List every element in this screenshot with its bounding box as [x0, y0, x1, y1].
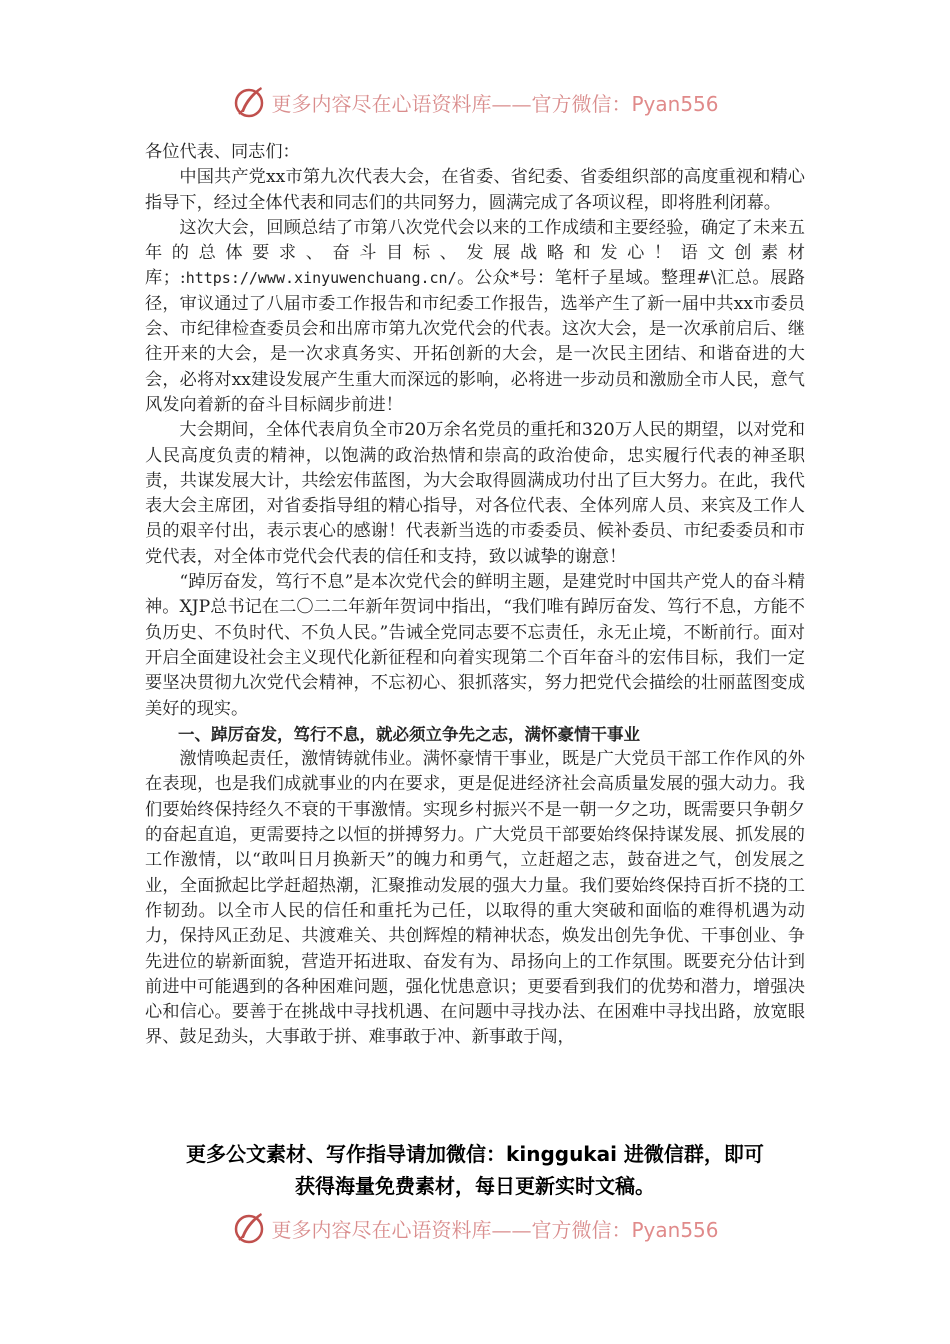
footer-wechat-id: Pyan556 — [631, 1217, 719, 1242]
paragraph-3: 大会期间，全体代表肩负全市20万余名党员的重托和320万人民的期望，以对党和人民高度负责的精神，以饱满的政治热情和崇高的政治使命，忠实履行代表的神圣职责，共谋发展大计，共绘宏伟蓝图，为大会取得圆满成功付出了巨大努力。在此，我代表大会主席团，对省委指导组的精心指导，对各位代表、全体列席人员、来宾及工作人员的艰辛付出，表示衷心的感谢！代表新当选的市委委员、候补委员、市纪委委员和市党代表，对全体市党代会代表的信任和支持，致以诚挚的谢意！ — [145, 420, 805, 567]
document-body — [145, 140, 805, 1051]
paragraph-2-url: https://www.xinyuwenchuang.cn/ — [185, 269, 457, 288]
promo-line-2: 获得海量免费素材，每日更新实时文稿。 — [295, 1174, 655, 1198]
section-heading-1: 一、踔厉奋发，笃行不息，就必须立争先之志，满怀豪情干事业 — [178, 724, 640, 744]
header-banner — [0, 82, 950, 122]
footer-banner-text: 更多内容尽在心语资料库——官方微信：Pyan556 — [271, 1217, 719, 1242]
paragraph-5: 激情唤起责任，激情铸就伟业。满怀豪情干事业，既是广大党员干部工作作风的外在表现，也是我们成就事业的内在要求，更是促进经济社会高质量发展的强大动力。我们要始终保持经久不衰的干事激情。实现乡村振兴不是一朝一夕之功，既需要只争朝夕的奋起直追，更需要持之以恒的拼搏努力。广大党员干部要始终保持谋发展、抓发展的工作激情，以“敢叫日月换新天”的魄力和勇气，立赶超之志，鼓奋进之气，创发展之业，全面掀起比学赶超热潮，汇聚推动发展的强大力量。我们要始终保持百折不挠的工作韧劲。以全市人民的信任和重托为己任，以取得的重大突破和面临的难得机遇为动力，保持风正劲足、共渡难关、共创辉煌的精神状态，焕发出创先争优、干事创业、争先进位的崭新面貌，营造开拓进取、奋发有为、昂扬向上的工作氛围。既要充分估计到前进中可能遇到的各种困难问题，强化忧患意识；更要看到我们的优势和潜力，增强决心和信心。要善于在挑战中寻找机遇、在问题中寻找办法、在困难中寻找出路，放宽眼界、鼓足劲头，大事敢于拼、难事敢于冲、新事敢于闯， — [145, 749, 805, 1048]
header-wechat-id: Pyan556 — [631, 91, 719, 116]
salutation: 各位代表、同志们： — [145, 142, 300, 162]
paragraph-1: 中国共产党xx市第九次代表大会，在省委、省纪委、省委组织部的高度重视和精心指导下，经过全体代表和同志们的共同努力，圆满完成了各项议程，即将胜利闭幕。 — [145, 167, 805, 213]
promo-line-1: 更多公文素材、写作指导请加微信：kinggukai 进微信群，即可 — [186, 1142, 764, 1166]
header-banner-text: 更多内容尽在心语资料库——官方微信：Pyan556 — [271, 91, 719, 116]
paragraph-2: 这次大会，回顾总结了市第八次党代会以来的工作成绩和主要经验，确定了未来五年的总体要求、奋斗目标、发展战略和发心！语文创素材库；:https://www.xinyuwenchuang.cn/。公众*号：笔杆子星域。整理#\汇总。展路径，审议通过了八届市委工作报告和市纪委工作报告，选举产生了新一届中共xx市委员会、市纪律检查委员会和出席市第九次党代会的代表。这次大会，是一次承前启后、继往开来的大会，是一次求真务实、开拓创新的大会，是一次民主团结、和谐奋进的大会，必将对xx建设发展产生重大而深远的影响，必将进一步动员和激励全市人民，意气风发向着新的奋斗目标阔步前进！ — [145, 217, 805, 415]
footer-banner — [0, 1208, 950, 1248]
quill-logo-icon — [231, 1210, 267, 1246]
promo-notice — [110, 1138, 840, 1202]
quill-logo-icon — [231, 84, 267, 120]
paragraph-4: “踔厉奋发，笃行不息”是本次党代会的鲜明主题，是建党时中国共产党人的奋斗精神。XJP总书记在二〇二二年新年贺词中指出，“我们唯有踔厉奋发、笃行不息，方能不负历史、不负时代、不负人民。”告诫全党同志要不忘责任，永无止境，不断前行。面对开启全面建设社会主义现代化新征程和向着实现第二个百年奋斗的宏伟目标，我们一定要坚决贯彻九次党代会精神，不忘初心、狠抓落实，努力把党代会描绘的壮丽蓝图变成美好的现实。 — [145, 572, 805, 719]
